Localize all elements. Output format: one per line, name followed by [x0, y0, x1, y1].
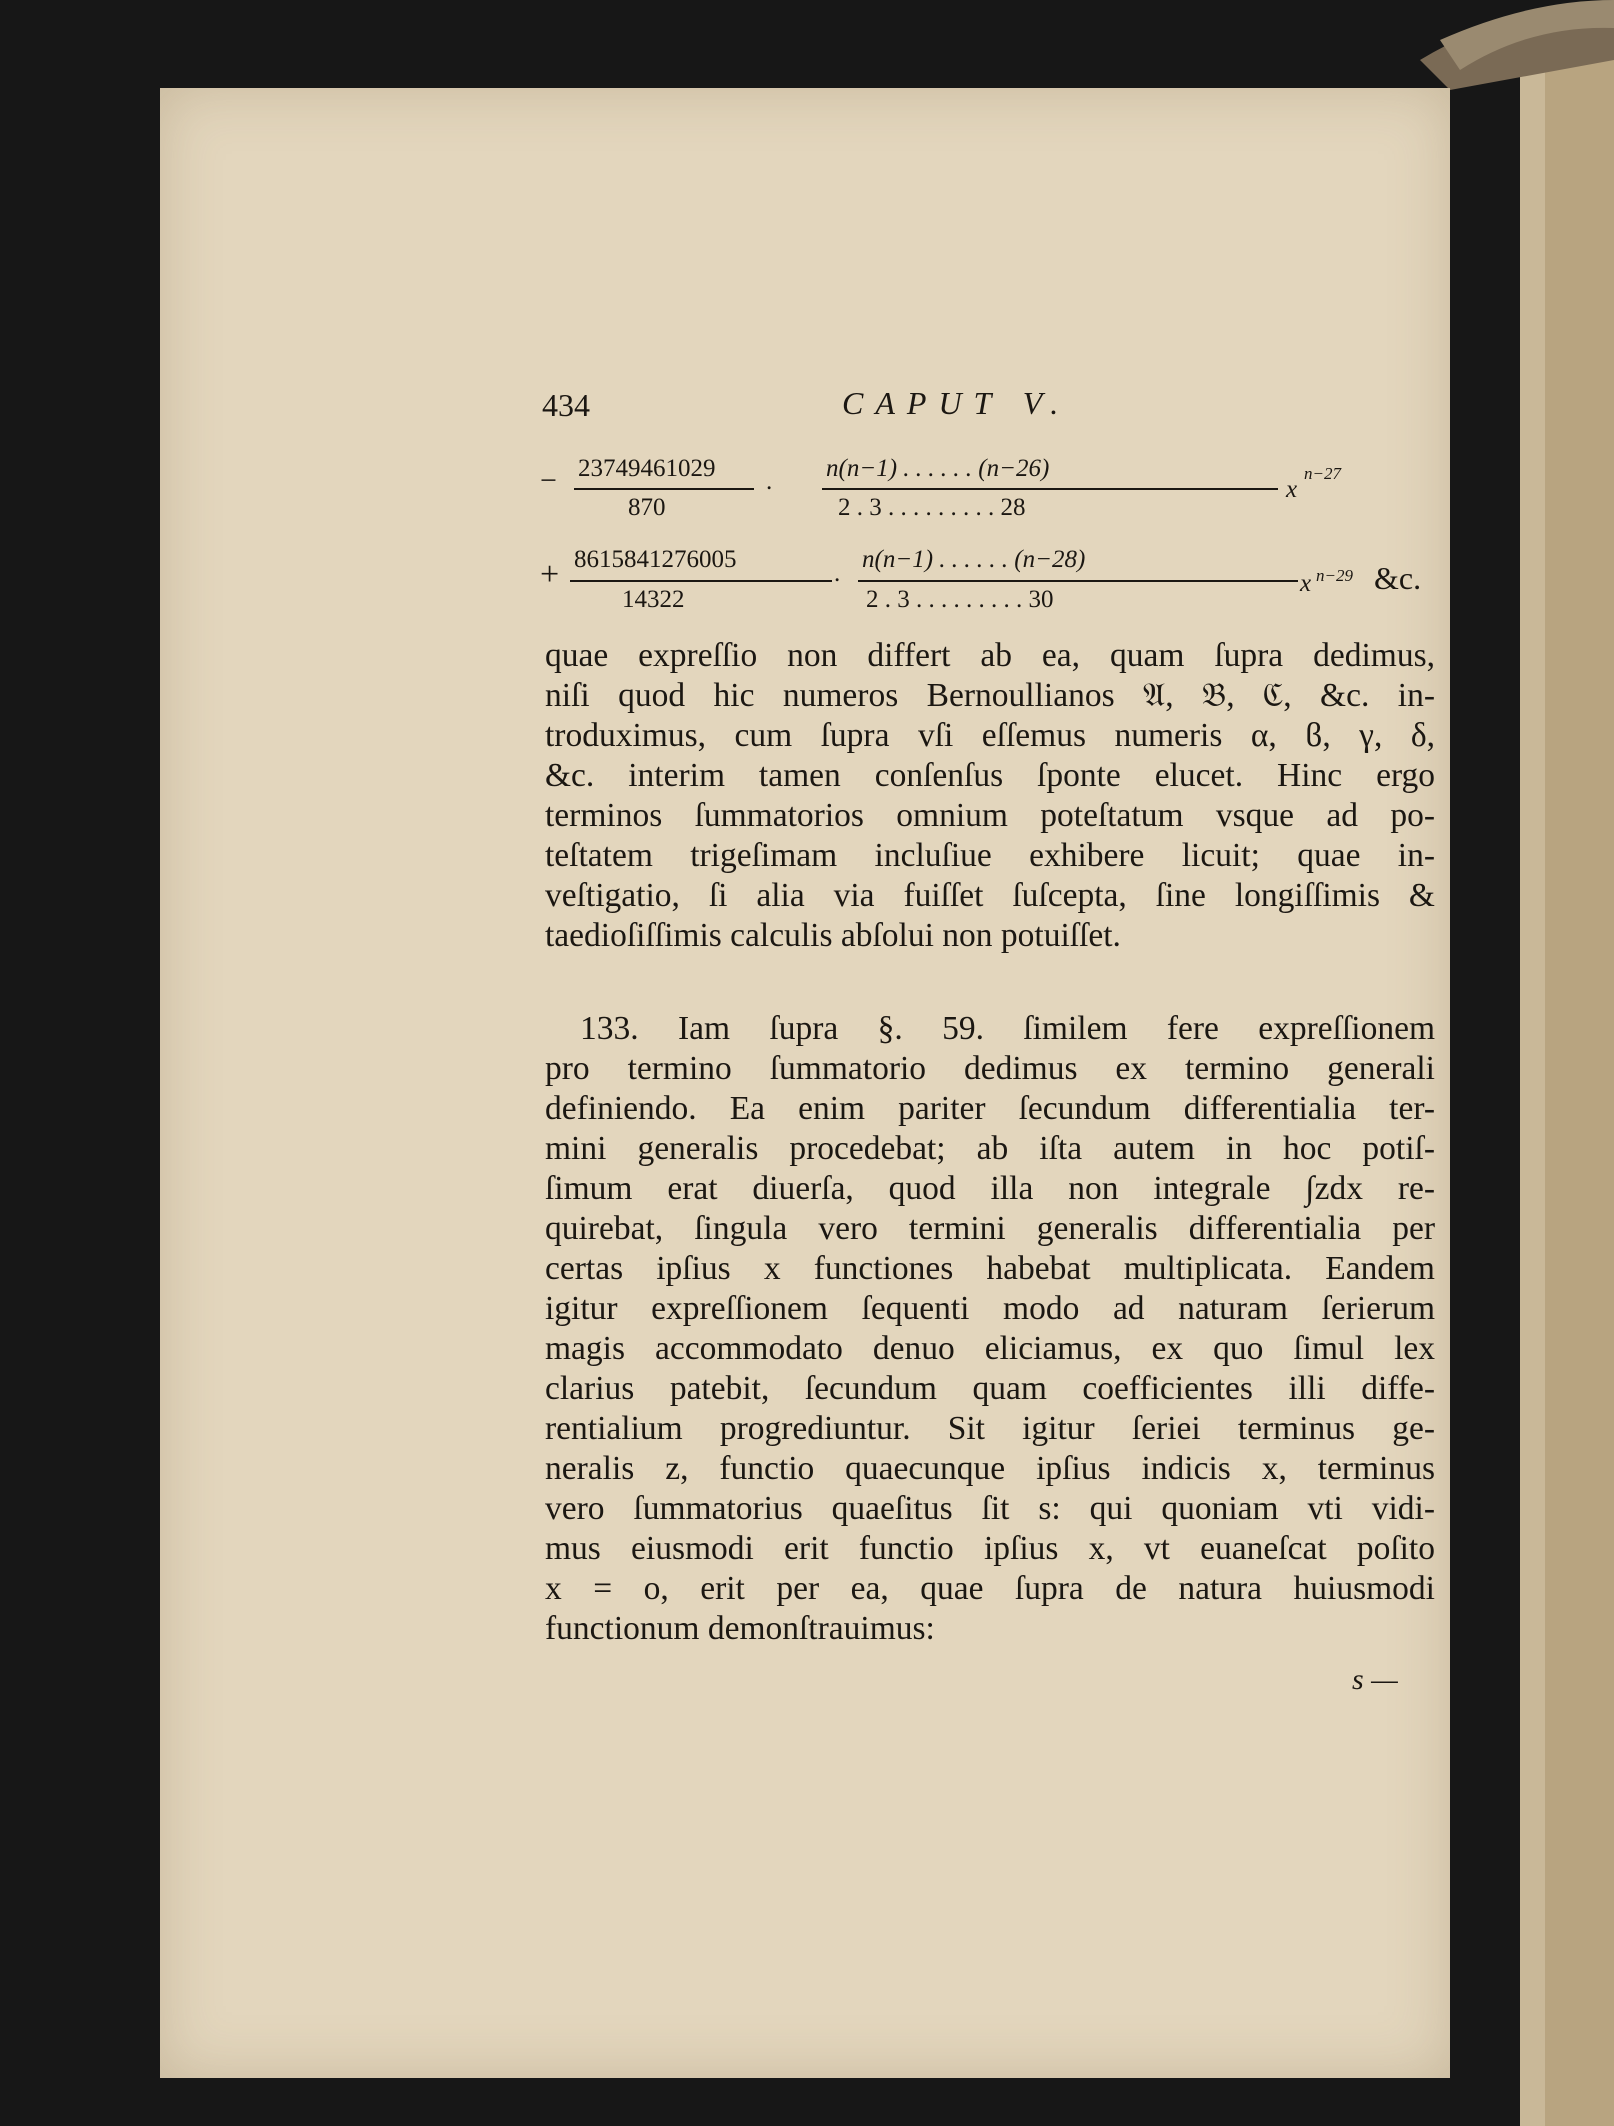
text-line: ſimum erat diuerſa, quod illa non integrale ∫zdx re- — [545, 1170, 1435, 1207]
running-title: CAPUT V. — [842, 385, 1071, 421]
text-line: vero ſummatorius quaeſitus ſit s: qui quoniam vti vidi- — [545, 1490, 1435, 1527]
text-line: mus eiusmodi erit functio ipſius x, vt euaneſcat poſito — [545, 1530, 1435, 1567]
text-line: teſtatem trigeſimam incluſiue exhibere licuit; quae in- — [545, 837, 1435, 874]
formula-numerator-series: n(n−1) . . . . . . (n−26) — [826, 455, 1050, 482]
formula-denominator-series: 2 . 3 . . . . . . . . . 28 — [838, 494, 1026, 521]
text-line: taedioſiſſimis calculis abſolui non potuiſſet. — [545, 917, 1121, 954]
text-line: 133. Iam ſupra §. 59. ſimilem fere expreſſionem — [580, 1010, 1435, 1047]
formula-numerator-constant: 23749461029 — [578, 455, 716, 482]
formula-numerator-constant: 8615841276005 — [574, 546, 737, 573]
fraction-bar — [822, 488, 1278, 490]
text-line: troduximus, cum ſupra vſi eſſemus numeris α, ϐ, γ, δ, — [545, 717, 1435, 754]
fraction-bar — [858, 580, 1298, 582]
text-line: veſtigatio, ſi alia via fuiſſet ſuſcepta, ſine longiſſimis & — [545, 877, 1435, 914]
formula-product-dot: . — [766, 468, 773, 495]
formula-etcetera: &c. — [1374, 560, 1422, 596]
text-line: quae expreſſio non differt ab ea, quam ſupra dedimus, — [545, 637, 1435, 674]
formula-denominator-constant: 870 — [628, 494, 666, 521]
formula-denominator-series: 2 . 3 . . . . . . . . . 30 — [866, 586, 1054, 613]
formula-power: x — [1300, 570, 1312, 597]
text-line: magis accommodato denuo eliciamus, ex quo ſimul lex — [545, 1330, 1435, 1367]
text-line: igitur expreſſionem ſequenti modo ad naturam ſerierum — [545, 1290, 1435, 1327]
text-line: &c. interim tamen conſenſus ſponte elucet. Hinc ergo — [545, 757, 1435, 794]
text-line: neralis z, functio quaecunque ipſius indicis x, terminus — [545, 1450, 1435, 1487]
text-line: quirebat, ſingula vero termini generalis differentialia per — [545, 1210, 1435, 1247]
formula-exponent: n−27 — [1304, 464, 1341, 483]
formula-sign: + — [540, 556, 560, 593]
formula-denominator-constant: 14322 — [622, 586, 685, 613]
text-line: mini generalis procedebat; ab iſta autem in hoc potiſ- — [545, 1130, 1435, 1167]
page-number: 434 — [542, 387, 590, 423]
formula-product-dot: . — [834, 560, 841, 587]
formula-power: x — [1286, 476, 1298, 503]
text-line: x = o, erit per ea, quae ſupra de natura huiusmodi — [545, 1570, 1435, 1607]
text-line: rentialium progrediuntur. Sit igitur ſeriei terminus ge- — [545, 1410, 1435, 1447]
text-line: definiendo. Ea enim pariter ſecundum differentialia ter- — [545, 1090, 1435, 1127]
fraction-bar — [570, 580, 832, 582]
formula-sign: − — [540, 464, 557, 497]
text-line: niſi quod hic numeros Bernoullianos 𝔄, 𝔅, ℭ, &c. in- — [545, 677, 1435, 714]
text-line: certas ipſius x functiones habebat multiplicata. Eandem — [545, 1250, 1435, 1287]
text-line: pro termino ſummatorio dedimus ex termino generali — [545, 1050, 1435, 1087]
text-line: functionum demonſtrauimus: — [545, 1610, 935, 1647]
text-line: clarius patebit, ſecundum quam coefficientes illi diffe- — [545, 1370, 1435, 1407]
formula-numerator-series: n(n−1) . . . . . . (n−28) — [862, 546, 1086, 573]
catchword: s — — [1352, 1663, 1398, 1696]
formula-exponent: n−29 — [1316, 566, 1353, 585]
fraction-bar — [574, 488, 754, 490]
text-line: terminos ſummatorios omnium poteſtatum vsque ad po- — [545, 797, 1435, 834]
